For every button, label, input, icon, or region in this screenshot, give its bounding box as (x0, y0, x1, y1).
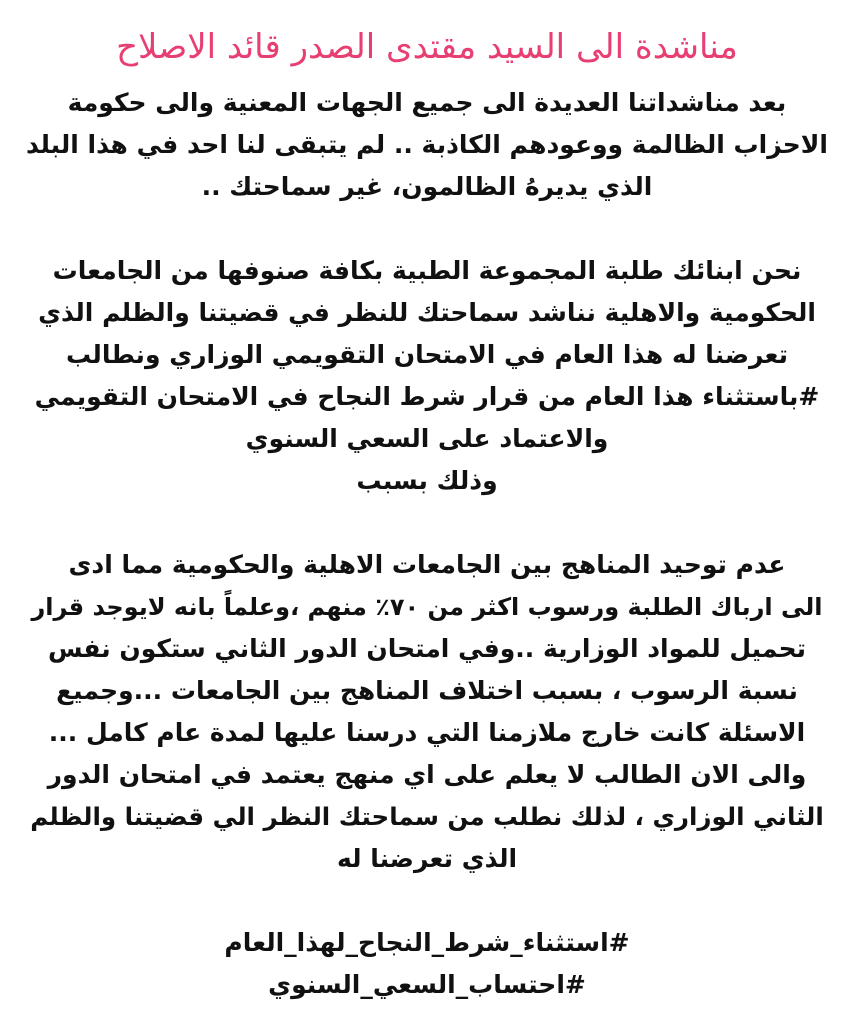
paragraph-request (26, 250, 828, 502)
text-line: #باستثناء هذا العام من قرار شرط النجاح في الامتحان التقويمي (34, 382, 820, 411)
text-line: والى الان الطالب لا يعلم على اي منهج يعتمد في امتحان الدور (47, 760, 807, 789)
text-line: بعد مناشداتنا العديدة الى جميع الجهات المعنية والى حكومة (67, 88, 787, 117)
paragraph-spacer (26, 502, 828, 544)
text-line: الذي يديرهُ الظالمون، غير سماحتك .. (201, 172, 653, 201)
hashtag-list (26, 922, 828, 1006)
text-line: وذلك بسبب (356, 466, 498, 495)
text-line: والاعتماد على السعي السنوي (245, 424, 609, 453)
text-line: نحن ابنائك طلبة المجموعة الطبية بكافة صنوفها من الجامعات (52, 256, 802, 285)
hashtag: #استثناء_شرط_النجاح_لهذا_العام (224, 928, 630, 957)
text-line: الذي تعرضنا له (336, 844, 518, 873)
page-title: مناشدة الى السيد مقتدى الصدر قائد الاصلاح (116, 27, 738, 67)
text-line: نسبة الرسوب ، بسبب اختلاف المناهج بين الجامعات ...وجميع (56, 676, 798, 705)
paragraph-spacer (26, 208, 828, 250)
text-line: تعرضنا له هذا العام في الامتحان التقويمي الوزاري ونطالب (65, 340, 789, 369)
hashtag: #احتساب_السعي_السنوي (268, 970, 586, 999)
text-line: الحكومية والاهلية نناشد سماحتك للنظر في قضيتنا والظلم الذي (38, 298, 816, 327)
text-line: الثاني الوزاري ، لذلك نطلب من سماحتك النظر الي قضيتنا والظلم (30, 802, 824, 831)
paragraph-reasons (26, 544, 828, 880)
text-line: الاحزاب الظالمة ووعودهم الكاذبة .. لم يتبقى لنا احد في هذا البلد (26, 130, 828, 159)
text-line: الاسئلة كانت خارج ملازمنا التي درسنا عليها لمدة عام كامل ... (48, 718, 806, 747)
paragraph-spacer (26, 880, 828, 922)
text-line: عدم توحيد المناهج بين الجامعات الاهلية والحكومية مما ادى (68, 550, 786, 579)
paragraph-intro (26, 82, 828, 208)
text-line: تحميل للمواد الوزارية ..وفي امتحان الدور الثاني ستكون نفس (47, 634, 807, 663)
text-line: الى ارباك الطلبة ورسوب اكثر من ٧٠٪ منهم ،وعلماً بانه لايوجد قرار (31, 593, 823, 621)
